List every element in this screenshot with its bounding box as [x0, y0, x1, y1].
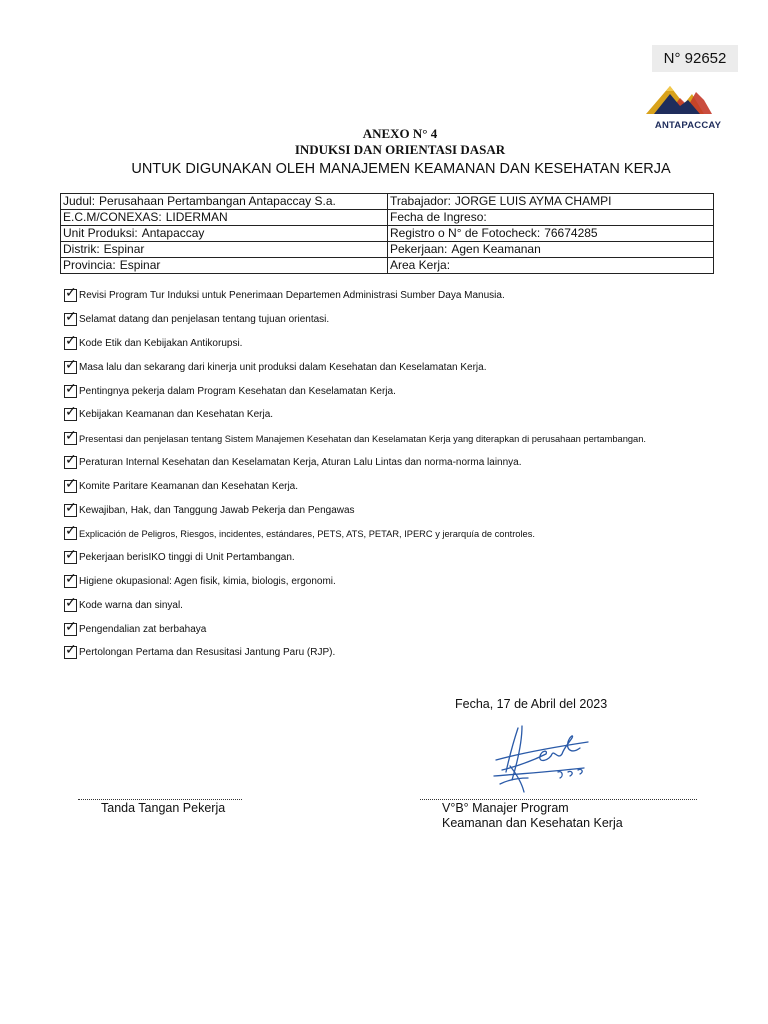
info-value: Espinar [119, 258, 161, 272]
manager-signature-label [442, 801, 623, 831]
checkbox-icon[interactable] [64, 546, 77, 564]
checklist-item-label: Pekerjaan berisIKO tinggi di Unit Pertambangan. [79, 552, 295, 564]
checkbox-icon[interactable] [64, 617, 77, 636]
info-cell-left [61, 258, 388, 274]
manager-signature [488, 720, 598, 794]
document-title [0, 126, 768, 179]
checklist-item-label: Kewajiban, Hak, dan Tanggung Jawab Pekerja dan Pengawas [79, 504, 355, 516]
checklist-item [64, 641, 744, 665]
manager-signature-line [420, 799, 697, 800]
checkbox-icon[interactable] [64, 522, 77, 540]
info-label: Judul: [63, 194, 96, 208]
signature-date: Fecha, 17 de Abril del 2023 [455, 697, 608, 711]
checklist-item-label: Peraturan Internal Kesehatan dan Keselamatan Kerja, Aturan Lalu Lintas dan norma-norma lainnya. [79, 456, 522, 468]
info-value: 76674285 [544, 226, 598, 240]
info-label: Area Kerja: [390, 258, 451, 272]
induction-checklist [64, 284, 744, 665]
checklist-item [64, 474, 744, 498]
checklist-item [64, 403, 744, 427]
checkbox-icon[interactable] [64, 450, 77, 469]
info-value: Perusahaan Pertambangan Antapaccay S.a. [99, 194, 336, 208]
check-mark-icon: ✓ [65, 379, 77, 396]
check-mark-icon: ✓ [65, 355, 77, 372]
manager-title-line2: Keamanan dan Kesehatan Kerja [442, 816, 623, 830]
info-label: Pekerjaan: [390, 242, 448, 256]
checklist-item [64, 355, 744, 379]
info-row [61, 226, 714, 242]
checklist-item-label: Revisi Program Tur Induksi untuk Penerimaan Departemen Administrasi Sumber Daya Manusia. [79, 290, 505, 302]
info-cell-left [61, 210, 388, 226]
checklist-item-label: Kebijakan Keamanan dan Kesehatan Kerja. [79, 409, 274, 421]
info-row [61, 242, 714, 258]
checklist-item-label: Masa lalu dan sekarang dari kinerja unit produksi dalam Kesehatan dan Keselamatan Kerja. [79, 361, 487, 373]
info-cell-right [388, 194, 714, 210]
info-cell-left [61, 226, 388, 242]
check-mark-icon: ✓ [65, 569, 77, 586]
worker-signature-line [78, 799, 242, 800]
company-logo [640, 80, 736, 132]
checklist-item [64, 308, 744, 332]
check-mark-icon: ✓ [65, 546, 77, 563]
check-mark-icon: ✓ [65, 284, 77, 301]
checklist-item [64, 522, 744, 546]
check-mark-icon: ✓ [65, 641, 77, 658]
manager-title-line1: V°B° Manajer Program [442, 801, 569, 815]
checklist-item-label: Selamat datang dan penjelasan tentang tujuan orientasi. [79, 314, 330, 326]
check-mark-icon: ✓ [65, 498, 77, 515]
check-mark-icon: ✓ [65, 450, 77, 467]
info-cell-right [388, 210, 714, 226]
checklist-item [64, 284, 744, 308]
info-row [61, 194, 714, 210]
handwritten-signature-icon [488, 720, 598, 794]
document-number: N° 92652 [652, 45, 738, 72]
checkbox-icon[interactable] [64, 427, 77, 445]
check-mark-icon: ✓ [65, 474, 77, 491]
worker-signature-label: Tanda Tangan Pekerja [101, 801, 226, 815]
info-label: E.C.M/CONEXAS: [63, 210, 162, 224]
info-value: LIDERMAN [165, 210, 228, 224]
info-cell-right [388, 242, 714, 258]
info-label: Trabajador: [390, 194, 451, 208]
info-label: Fecha de Ingreso: [390, 210, 487, 224]
info-value: JORGE LUIS AYMA CHAMPI [454, 194, 612, 208]
mountain-logo-icon [640, 80, 736, 120]
info-value: Espinar [103, 242, 145, 256]
info-label: Distrik: [63, 242, 100, 256]
info-value: Antapaccay [141, 226, 205, 240]
checkbox-icon[interactable] [64, 569, 77, 588]
checklist-item [64, 546, 744, 570]
info-cell-left [61, 194, 388, 210]
info-value: Agen Keamanan [451, 242, 541, 256]
check-mark-icon: ✓ [65, 617, 77, 634]
check-mark-icon: ✓ [65, 308, 77, 325]
info-label: Unit Produksi: [63, 226, 138, 240]
info-row [61, 258, 714, 274]
check-mark-icon: ✓ [65, 403, 77, 420]
info-label: Provincia: [63, 258, 116, 272]
induction-title: INDUKSI DAN ORIENTASI DASAR [294, 142, 506, 157]
checklist-item-label: Higiene okupasional: Agen fisik, kimia, biologis, ergonomi. [79, 575, 336, 587]
check-mark-icon: ✓ [65, 331, 77, 348]
checkbox-icon[interactable] [64, 403, 77, 421]
checklist-item [64, 451, 744, 475]
checkbox-icon[interactable] [64, 593, 77, 612]
checklist-item-label: Explicación de Peligros, Riesgos, incidentes, estándares, PETS, ATS, PETAR, IPERC y jerarquía de controles. [79, 528, 535, 539]
check-mark-icon: ✓ [65, 522, 77, 539]
checklist-item [64, 498, 744, 522]
checkbox-icon[interactable] [64, 284, 77, 302]
checklist-item [64, 617, 744, 641]
checklist-item [64, 593, 744, 617]
checklist-item-label: Pentingnya pekerja dalam Program Kesehatan dan Keselamatan Kerja. [79, 385, 396, 397]
checkbox-icon[interactable] [64, 331, 77, 350]
info-cell-right [388, 226, 714, 242]
checkbox-icon[interactable] [64, 379, 77, 398]
checkbox-icon[interactable] [64, 641, 77, 659]
worker-info-table [60, 193, 714, 274]
checklist-item-label: Presentasi dan penjelasan tentang Sistem Manajemen Kesehatan dan Keselamatan Kerja yang diterapkan di perusahaan pertambangan. [79, 433, 646, 444]
info-label: Registro o N° de Fotocheck: [390, 226, 541, 240]
checklist-item-label: Kode Etik dan Kebijakan Antikorupsi. [79, 337, 243, 349]
checklist-item-label: Komite Paritare Keamanan dan Kesehatan Kerja. [79, 480, 299, 492]
checklist-item [64, 427, 744, 451]
check-mark-icon: ✓ [65, 427, 77, 444]
checklist-item-label: Pengendalian zat berbahaya [79, 623, 207, 635]
subtitle: UNTUK DIGUNAKAN OLEH MANAJEMEN KEAMANAN DAN KESEHATAN KERJA [131, 161, 671, 177]
info-cell-left [61, 242, 388, 258]
check-mark-icon: ✓ [65, 593, 77, 610]
checklist-item [64, 379, 744, 403]
checkbox-icon[interactable] [64, 308, 77, 326]
checkbox-icon[interactable] [64, 498, 77, 517]
logo-wordmark: ANTAPACCAY [654, 120, 722, 131]
checkbox-icon[interactable] [64, 474, 77, 493]
checklist-item-label: Kode warna dan sinyal. [79, 599, 183, 611]
info-cell-right [388, 258, 714, 274]
info-row [61, 210, 714, 226]
annex-title: ANEXO N° 4 [362, 126, 438, 141]
checklist-item [64, 332, 744, 356]
checklist-item [64, 570, 744, 594]
checklist-item-label: Pertolongan Pertama dan Resusitasi Jantung Paru (RJP). [79, 647, 336, 659]
checkbox-icon[interactable] [64, 355, 77, 374]
